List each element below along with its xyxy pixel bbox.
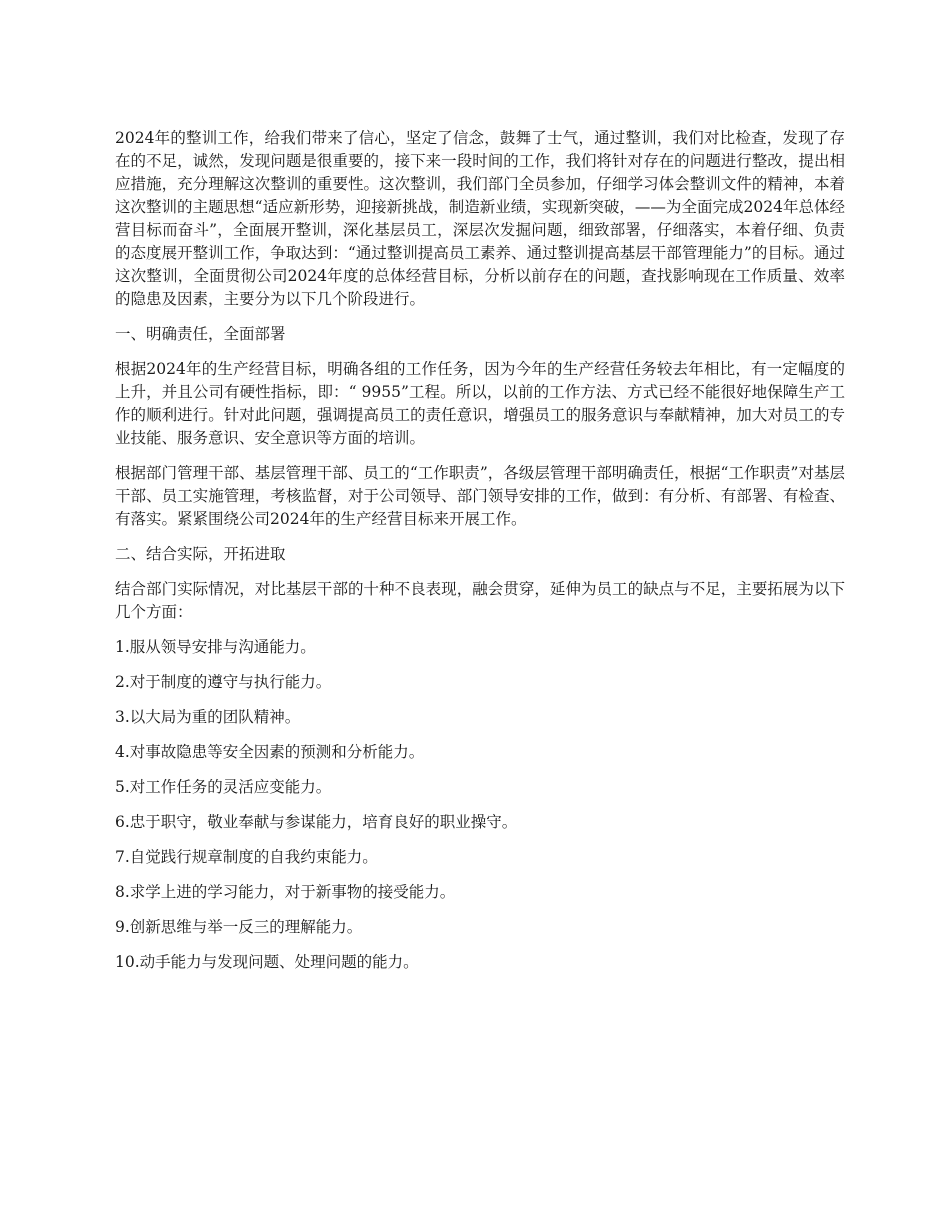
section2-paragraph-1: 结合部门实际情况，对比基层干部的十种不良表现，融会贯穿，延伸为员工的缺点与不足，主要拓展为以下几个方面： — [115, 580, 845, 621]
list-item: 5.对工作任务的灵活应变能力。 — [115, 778, 332, 796]
section-heading-2: 二、结合实际，开拓进取 — [115, 545, 286, 563]
list-item: 3.以大局为重的团队精神。 — [115, 708, 301, 726]
list-item: 6.忠于职守，敬业奉献与参谋能力，培育良好的职业操守。 — [115, 813, 518, 831]
ability-list — [115, 636, 845, 974]
list-item: 2.对于制度的遵守与执行能力。 — [115, 673, 332, 691]
list-item: 4.对事故隐患等安全因素的预测和分析能力。 — [115, 743, 425, 761]
section1-paragraph-1: 根据2024年的生产经营目标，明确各组的工作任务，因为今年的生产经营任务较去年相比，有一定幅度的上升，并且公司有硬性指标，即：“ 9955”工程。所以，以前的工作方法、方式已经不能很好地保障生产工作的顺利进行。针对此问题，强调提高员工的责任意识，增强员工的服务意识与奉献精神，加大对员工的专业技能、服务意识、安全意识等方面的培训。 — [115, 360, 845, 447]
list-item: 10.动手能力与发现问题、处理问题的能力。 — [115, 953, 419, 971]
list-item: 1.服从领导安排与沟通能力。 — [115, 638, 316, 656]
list-item: 9.创新思维与举一反三的理解能力。 — [115, 918, 363, 936]
document-body — [115, 127, 845, 986]
section1-paragraph-2: 根据部门管理干部、基层管理干部、员工的“工作职责”，各级层管理干部明确责任，根据“工作职责”对基层干部、员工实施管理，考核监督，对于公司领导、部门领导安排的工作，做到：有分析、有部署、有检查、有落实。紧紧围绕公司2024年的生产经营目标来开展工作。 — [115, 464, 845, 528]
intro-paragraph: 2024年的整训工作，给我们带来了信心，坚定了信念，鼓舞了士气，通过整训，我们对比检查，发现了存在的不足，诚然，发现问题是很重要的，接下来一段时间的工作，我们将针对存在的问题进行整改，提出相应措施，充分理解这次整训的重要性。这次整训，我们部门全员参加，仔细学习体会整训文件的精神，本着这次整训的主题思想“适应新形势，迎接新挑战，制造新业绩，实现新突破，——为全面完成2024年总体经营目标而奋斗”，全面展开整训，深化基层员工，深层次发掘问题，细致部署，仔细落实，本着仔细、负责的态度展开整训工作，争取达到：“通过整训提高员工素养、通过整训提高基层干部管理能力”的目标。通过这次整训，全面贯彻公司2024年度的总体经营目标，分析以前存在的问题，查找影响现在工作质量、效率的隐患及因素，主要分为以下几个阶段进行。 — [115, 129, 845, 308]
list-item: 8.求学上进的学习能力，对于新事物的接受能力。 — [115, 883, 456, 901]
list-item: 7.自觉践行规章制度的自我约束能力。 — [115, 848, 378, 866]
section-heading-1: 一、明确责任，全面部署 — [115, 325, 286, 343]
